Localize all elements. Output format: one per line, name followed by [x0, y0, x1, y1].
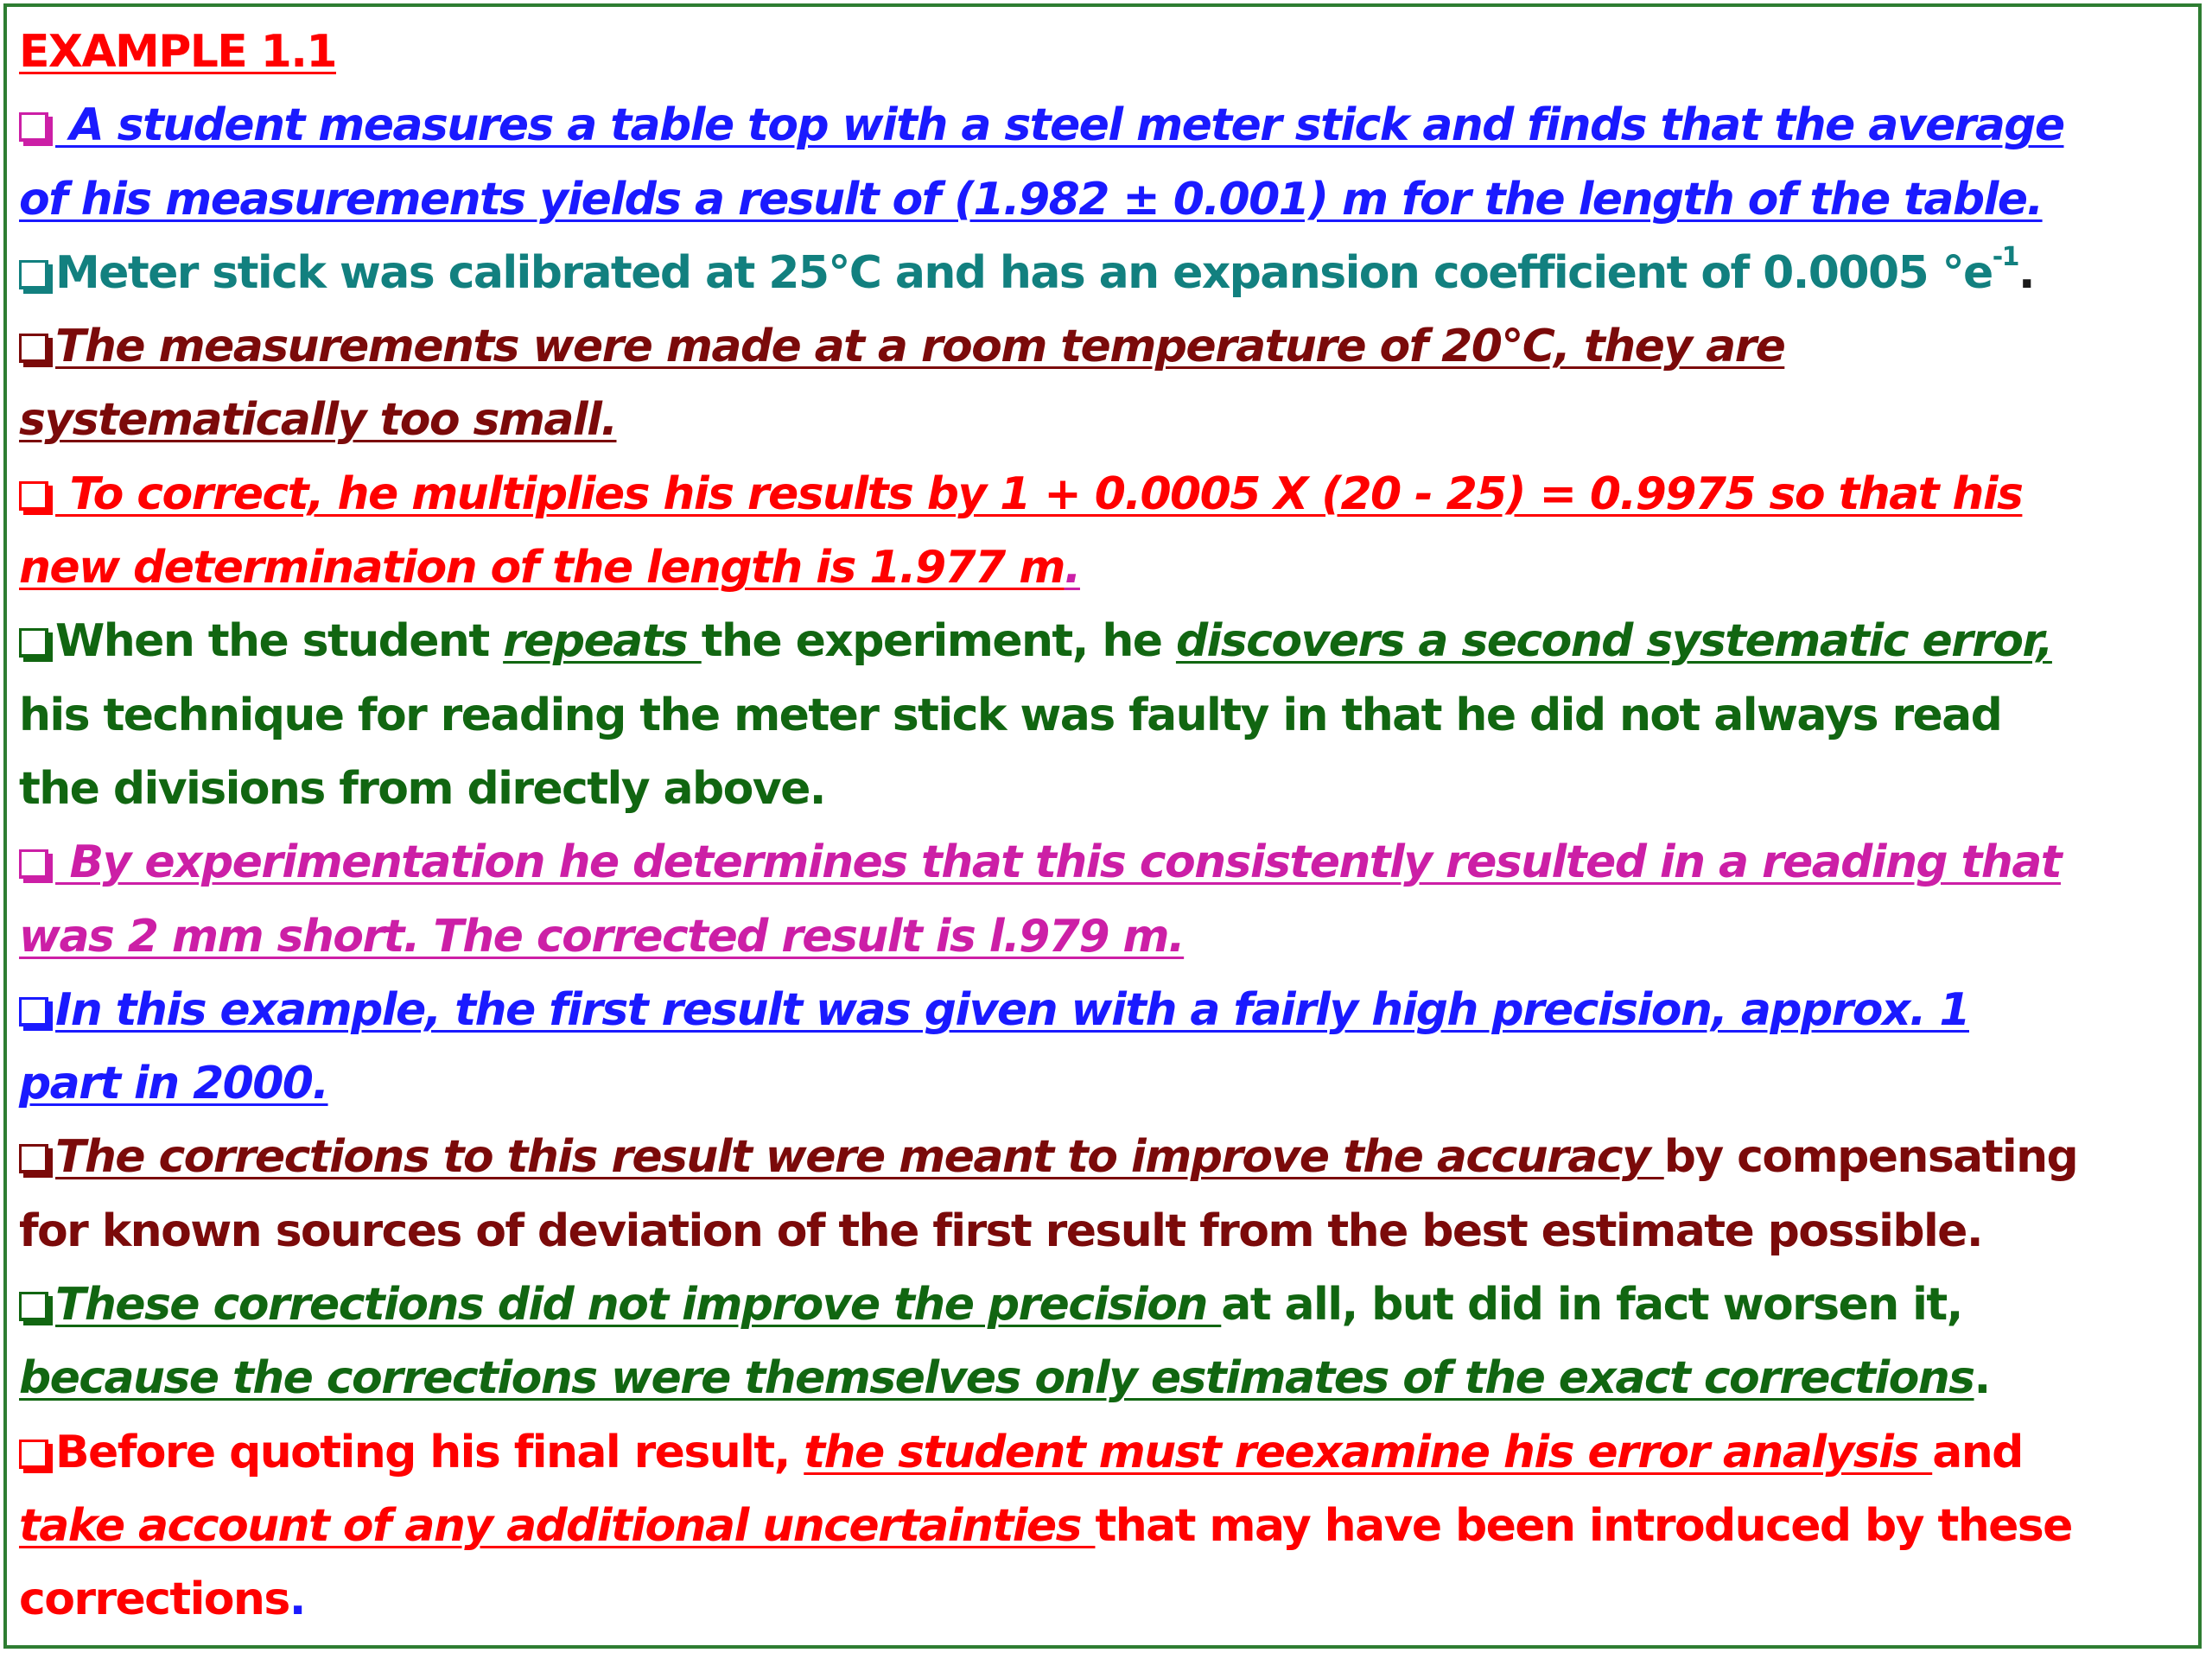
bullet-8-text-cont: for known sources of deviation of the first result from the best estimate possible. [19, 1205, 1982, 1257]
bullet-8-line-2 [19, 1195, 2193, 1268]
bullet-10-text-f: corrections [19, 1573, 289, 1626]
bullet-2-period: . [2018, 246, 2035, 299]
bullet-5-text-a: When the student [55, 615, 504, 668]
bullet-6-text-cont: was 2 mm short. The corrected result is l.979 m. [19, 910, 1185, 963]
checkbox-bullet-icon [19, 334, 48, 363]
bullet-8-text-b: by compensating [1663, 1131, 2078, 1184]
bullet-9-text-b: at all, but did in fact worsen it, [1221, 1279, 1962, 1332]
bullet-5-text-d: discovers a second systematic error, [1175, 615, 2052, 668]
bullet-7-line-2 [19, 1047, 2193, 1121]
checkbox-bullet-icon [19, 1440, 48, 1469]
bullet-4-text-cont: new determination of the length is 1.977 m [19, 542, 1065, 594]
bullet-5-text-b: repeats [503, 615, 702, 668]
bullet-4-line-1 [19, 458, 2193, 531]
bullet-9-text-a: These corrections did not improve the precision [55, 1279, 1222, 1332]
bullet-5-text-cont: his technique for reading the meter stick was faulty in that he did not always read [19, 689, 2002, 741]
bullet-10-line-1 [19, 1416, 2193, 1490]
bullet-9-text-c: because the corrections were themselves only estimates of the exact corrections [19, 1352, 1974, 1405]
bullet-3-text-cont: systematically too small. [19, 394, 617, 447]
bullet-3-line-1 [19, 310, 2193, 384]
example-title-text: EXAMPLE 1.1 [19, 26, 336, 78]
bullet-7-text-cont: part in 2000. [19, 1058, 328, 1110]
example-document [19, 16, 2193, 1637]
checkbox-bullet-icon [19, 1144, 48, 1173]
checkbox-bullet-icon [19, 997, 48, 1027]
bullet-5-text-c: the experiment, he [701, 615, 1176, 668]
bullet-5-line-3 [19, 753, 2193, 826]
bullet-3-line-2 [19, 384, 2193, 457]
checkbox-bullet-icon [19, 628, 48, 658]
bullet-7-text: In this example, the first result was given with a fairly high precision, approx. 1 [55, 983, 1969, 1036]
checkbox-bullet-icon [19, 1292, 48, 1321]
bullet-1-text-cont: of his measurements yields a result of (1.982 ± 0.001) m for the length of the table. [19, 173, 2043, 226]
checkbox-bullet-icon [19, 849, 48, 879]
bullet-10-text-a: Before quoting his final result, [55, 1426, 804, 1478]
bullet-6-line-1 [19, 826, 2193, 899]
bullet-9-line-2 [19, 1342, 2193, 1415]
bullet-8-line-1 [19, 1121, 2193, 1194]
bullet-10-period: . [289, 1573, 305, 1626]
bullet-1-text: A student measures a table top with a steel meter stick and finds that the average [55, 99, 2064, 152]
bullet-2-text: Meter stick was calibrated at 25°C and has an expansion coefficient of 0.0005 °e [55, 246, 1993, 299]
bullet-2-line-1 [19, 237, 2193, 310]
checkbox-bullet-icon [19, 112, 48, 142]
bullet-5-text-cont-2: the divisions from directly above. [19, 762, 825, 815]
bullet-5-line-1 [19, 605, 2193, 678]
example-title [19, 16, 2193, 89]
bullet-7-line-1 [19, 974, 2193, 1047]
bullet-4-line-2 [19, 531, 2193, 605]
bullet-9-period: . [1974, 1352, 1990, 1405]
bullet-10-line-2 [19, 1490, 2193, 1563]
bullet-10-text-b: the student must reexamine his error analysis [804, 1426, 1933, 1478]
bullet-4-text: To correct, he multiplies his results by 1 + 0.0005 X (20 - 25) = 0.9975 so that his [55, 467, 2023, 520]
bullet-10-text-d: take account of any additional uncertainties [19, 1499, 1096, 1552]
bullet-10-text-c: and [1932, 1426, 2023, 1478]
bullet-1-line-1 [19, 89, 2193, 162]
bullet-10-text-e: that may have been introduced by these [1095, 1499, 2072, 1552]
bullet-8-text-a: The corrections to this result were meant to improve the accuracy [55, 1131, 1664, 1184]
bullet-5-line-2 [19, 679, 2193, 753]
bullet-6-text: By experimentation he determines that this consistently resulted in a reading that [55, 836, 2061, 889]
checkbox-bullet-icon [19, 260, 48, 289]
bullet-6-line-2 [19, 900, 2193, 974]
bullet-4-period: . [1064, 542, 1080, 594]
bullet-9-line-1 [19, 1268, 2193, 1342]
bullet-2-superscript: -1 [1992, 241, 2018, 272]
bullet-10-line-3 [19, 1563, 2193, 1637]
bullet-3-text: The measurements were made at a room temperature of 20°C, they are [55, 321, 1785, 373]
bullet-1-line-2 [19, 163, 2193, 237]
checkbox-bullet-icon [19, 481, 48, 511]
